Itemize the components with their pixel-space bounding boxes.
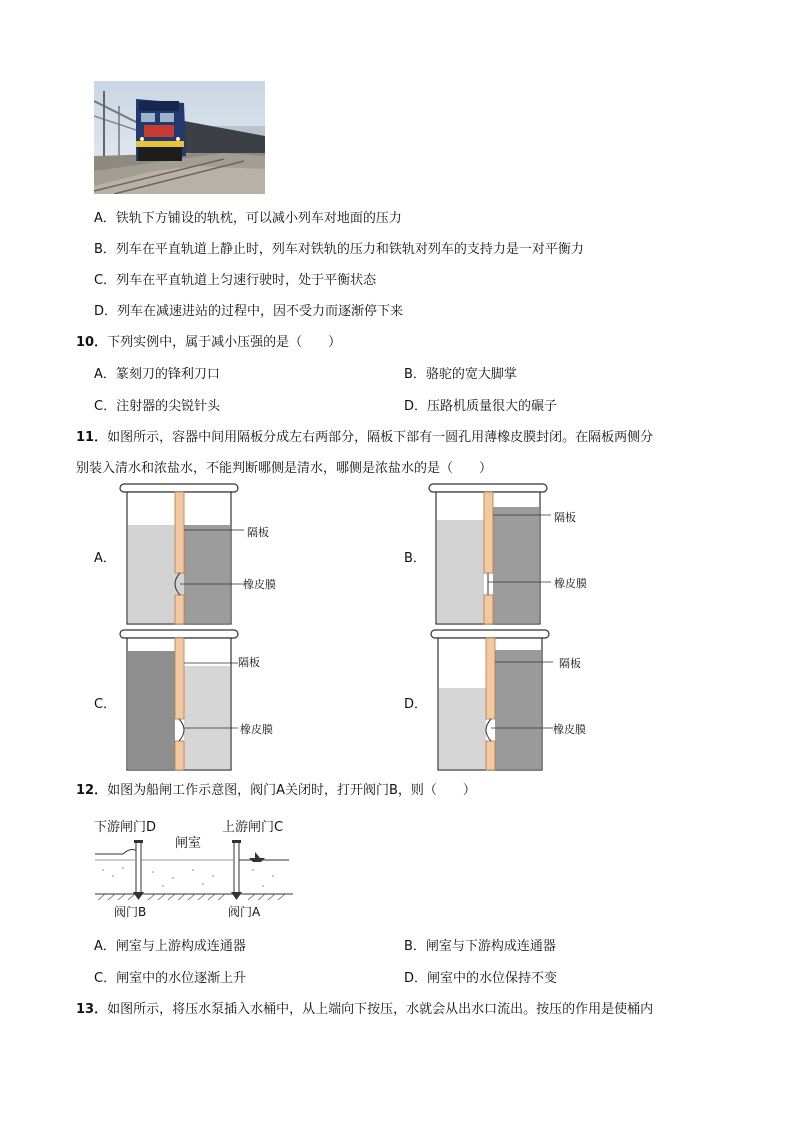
q11-figure-d: [429, 626, 599, 776]
q12-valve-a-label: 阀门A: [228, 905, 261, 919]
q9-option-c: C．列车在平直轨道上匀速行驶时，处于平衡状态: [94, 273, 377, 288]
q12-option-a: A．闸室与上游构成连通器: [94, 939, 246, 954]
q12-option-c: C．闸室中的水位逐渐上升: [94, 971, 247, 986]
q11-c-membrane-label: 橡皮膜: [240, 723, 273, 736]
q11-number: 11．: [76, 430, 108, 445]
q10-number: 10．: [76, 335, 108, 350]
q12-text: 如图为船闸工作示意图，阀门A关闭时，打开阀门B，则（ ）: [107, 783, 476, 798]
q11-figure-b: [427, 480, 597, 630]
q10-text: 下列实例中，属于减小压强的是（ ）: [107, 335, 342, 350]
q11-option-a-label: A．: [94, 551, 116, 566]
q11-d-membrane-label: 橡皮膜: [553, 723, 586, 736]
q11-option-d-label: D．: [404, 697, 428, 712]
q11-option-c-label: C．: [94, 697, 117, 712]
q10-stem: [76, 331, 341, 350]
q10-option-c: C．注射器的尖锐针头: [94, 399, 221, 414]
q12-stem: [76, 779, 476, 798]
q12-option-b: B．闸室与下游构成连通器: [404, 939, 556, 954]
q11-stem-line2: 别装入清水和浓盐水，不能判断哪侧是清水，哪侧是浓盐水的是（ ）: [76, 461, 493, 476]
q11-c-partition-label: 隔板: [238, 656, 260, 669]
q12-downstream-gate-label: 下游闸门D: [94, 820, 157, 835]
q12-valve-b-label: 阀门B: [114, 905, 147, 919]
train-photo: [94, 81, 265, 194]
q13-number: 13．: [76, 1002, 108, 1017]
q11-option-b-label: B．: [404, 551, 426, 566]
q13-text: 如图所示，将压水泵插入水桶中，从上端向下按压，水就会从出水口流出。按压的作用是使桶内: [107, 1002, 654, 1017]
q10-option-d: D．压路机质量很大的碾子: [404, 399, 558, 414]
q11-b-membrane-label: 橡皮膜: [554, 577, 587, 590]
q11-stem-line1: [76, 426, 653, 445]
q10-option-b: B．骆驼的宽大脚掌: [404, 367, 517, 382]
q9-option-b: B．列车在平直轨道上静止时，列车对铁轨的压力和铁轨对列车的支持力是一对平衡力: [94, 242, 584, 257]
q12-option-d: D．闸室中的水位保持不变: [404, 971, 558, 986]
q10-option-a: A．篆刻刀的锋利刀口: [94, 367, 220, 382]
q12-upstream-gate-label: 上游闸门C: [222, 820, 284, 835]
q11-figure-c: [118, 626, 288, 776]
q12-number: 12．: [76, 783, 108, 798]
q11-a-membrane-label: 橡皮膜: [243, 578, 276, 591]
q11-figure-a: [118, 480, 288, 630]
q11-a-partition-label: 隔板: [247, 526, 269, 539]
q11-d-partition-label: 隔板: [559, 657, 581, 670]
q13-stem: [76, 998, 653, 1017]
q11-b-partition-label: 隔板: [554, 511, 576, 524]
q9-option-a: A．铁轨下方铺设的轨枕，可以减小列车对地面的压力: [94, 211, 402, 226]
q11-text-1: 如图所示，容器中间用隔板分成左右两部分，隔板下部有一圆孔用薄橡皮膜封闭。在隔板两侧分: [107, 430, 654, 445]
q9-option-d: D．列车在减速进站的过程中，因不受力而逐渐停下来: [94, 304, 404, 319]
q12-chamber-label: 闸室: [175, 836, 202, 851]
